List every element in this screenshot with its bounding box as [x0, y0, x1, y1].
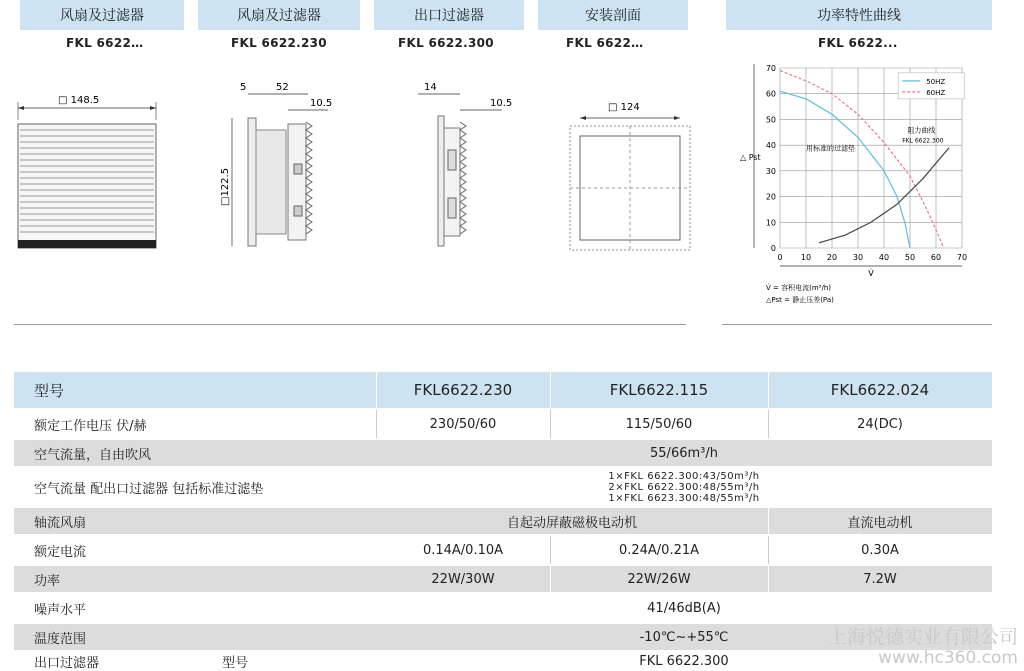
watermark-company: 上海悦德实业有限公司 [827, 626, 1018, 648]
x-axis-label: V̇ [868, 269, 874, 278]
series-line-50HZ [780, 91, 910, 248]
fan-front-drawing [14, 90, 164, 260]
table-row: 温度范围 -10℃~+55℃ [14, 624, 992, 650]
header-fan-filter-2: 风扇及过滤器 [198, 0, 360, 30]
y-tick-label: 40 [765, 141, 776, 151]
legend-label: 50HZ [926, 77, 946, 86]
watermark-site: www.hc360.com [878, 648, 1018, 668]
legend-label: 60HZ [926, 88, 946, 97]
y-tick-label: 50 [765, 115, 776, 125]
x-tick-label: 30 [852, 253, 864, 262]
annotation-resistance: 阻力曲线 [907, 126, 936, 135]
annotation-model: FKL 6622.300 [902, 137, 944, 145]
table-row: 轴流风扇 自起动屏蔽磁极电动机 直流电动机 [14, 508, 992, 534]
table-row: 额定电流 0.14A/0.10A 0.24A/0.21A 0.30A [14, 536, 992, 564]
power-curve-chart [740, 60, 990, 310]
dim-10-5: 10.5 [310, 98, 333, 109]
table-row: 噪声水平 41/46dB(A) [34, 600, 721, 618]
model-label-5: FKL 6622... [818, 36, 898, 50]
x-tick-label: 70 [956, 253, 968, 262]
y-tick-label: 70 [765, 64, 776, 73]
dim-5: 5 [240, 82, 247, 93]
model-label-1: FKL 6622… [66, 36, 144, 50]
x-tick-label: 60 [930, 253, 942, 262]
y-axis-label: △ Pst [740, 153, 761, 162]
table-row: 空气流量 配出口过滤器 包括标准过滤垫 1×FKL 6622.300:43/50m³/h 2×FKL 6622.300:48/55m³/h 1×FKL 6623.300:48/55m³/h [34, 470, 760, 504]
table-row: 空气流量，自由吹风 55/66m³/h [14, 440, 992, 466]
model-label-3: FKL 6622.300 [398, 36, 494, 50]
header-col-230: FKL6622.230 [413, 381, 513, 399]
dim-52: 52 [276, 82, 289, 93]
dim-10-5-outlet: 10.5 [490, 98, 513, 109]
table-row: 功率 22W/30W 22W/26W 7.2W [14, 566, 992, 592]
y-tick-label: 30 [765, 166, 776, 176]
footnote-volume: V̇ = 容积电流(m³/h) [766, 284, 831, 292]
x-tick-label: 40 [878, 253, 890, 262]
header-power-curve: 功率特性曲线 [726, 0, 992, 30]
divider-right [722, 324, 992, 325]
dim-14: 14 [424, 82, 437, 93]
annotation-filter: 用标准的过滤垫 [806, 144, 855, 153]
model-label-2: FKL 6622.230 [231, 36, 327, 50]
dim-122-5: □122.5 [220, 167, 231, 206]
header-col-115: FKL6622.115 [609, 381, 709, 399]
x-tick-label: 20 [826, 253, 838, 262]
x-tick-label: 10 [800, 253, 812, 262]
fan-width-dim: □ 148.5 [58, 95, 100, 106]
table-row: 额定工作电压 伏/赫 230/50/60 115/50/60 24(DC) [14, 410, 992, 438]
table-header-row [14, 372, 992, 408]
header-col-024: FKL6622.024 [830, 381, 930, 399]
y-tick-label: 0 [770, 244, 776, 253]
outlet-filter-drawing [410, 78, 513, 268]
x-tick-label: 0 [777, 253, 783, 262]
footnote-pressure: △Pst = 静止压差(Pa) [766, 296, 834, 304]
fan-side-drawing [218, 78, 338, 268]
table-row: 出口过滤器 型号 FKL 6622.300 [34, 653, 729, 671]
header-mounting-section: 安装剖面 [538, 0, 688, 30]
header-outlet-filter: 出口过滤器 [374, 0, 524, 30]
y-tick-label: 20 [765, 192, 776, 202]
y-tick-label: 10 [765, 218, 776, 228]
divider-left [14, 324, 686, 325]
header-model: 型号 [34, 381, 65, 400]
model-label-4: FKL 6622… [566, 36, 644, 50]
cutout-dim: □ 124 [608, 102, 640, 113]
mounting-cutout-drawing [568, 96, 698, 260]
y-tick-label: 60 [765, 89, 776, 99]
x-tick-label: 50 [904, 253, 916, 262]
header-fan-filter-1: 风扇及过滤器 [20, 0, 184, 30]
